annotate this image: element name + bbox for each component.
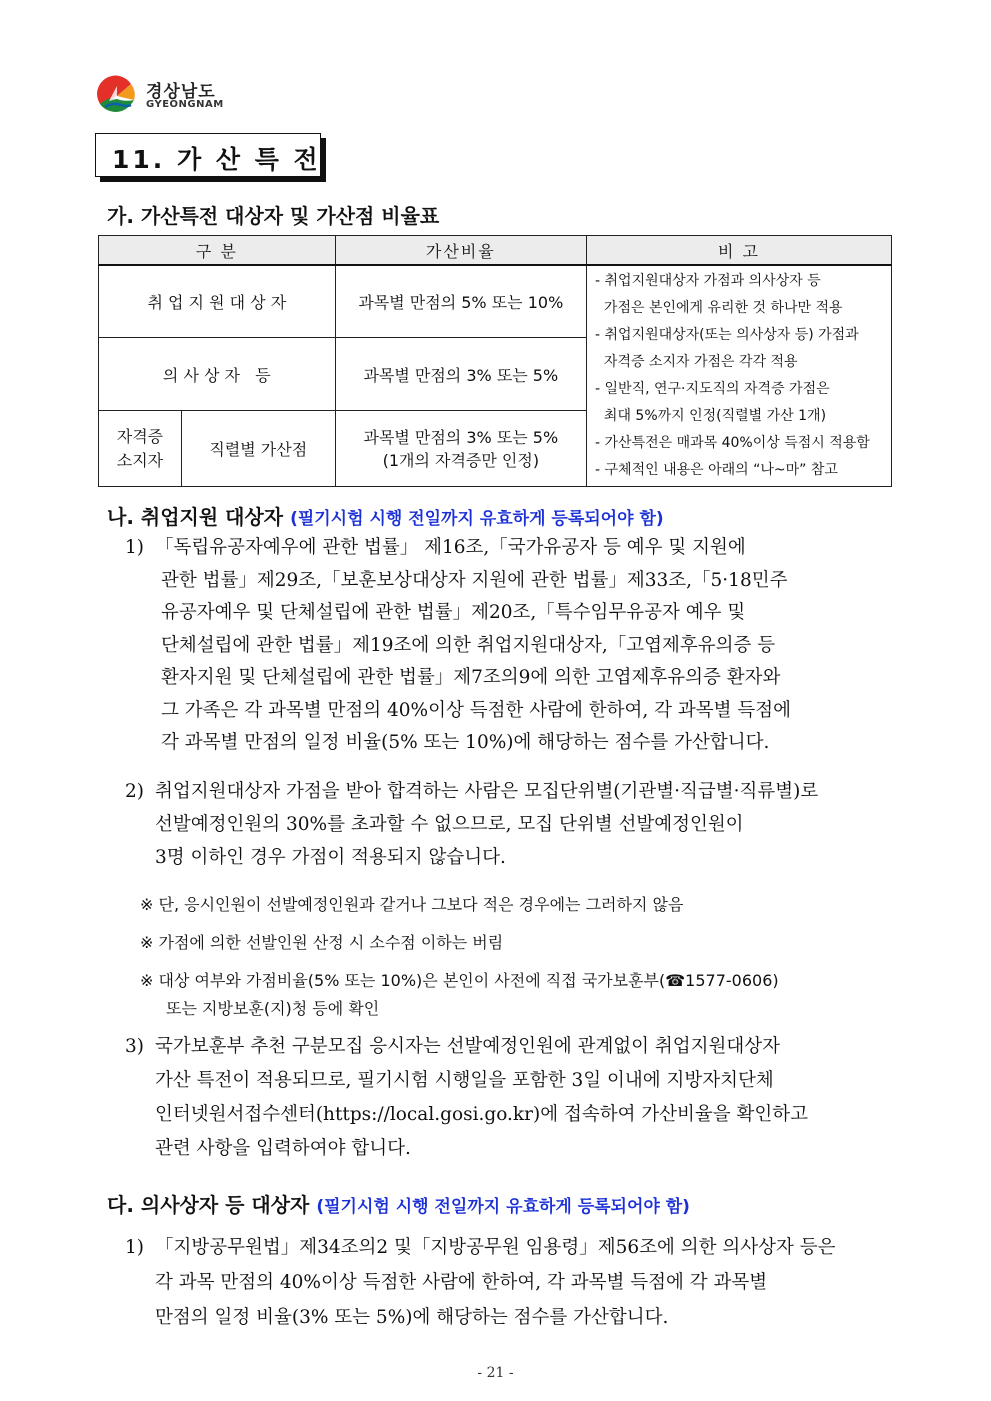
remark-line: - 취업지원대상자(또는 의사상자 등) 가점과 [595, 327, 859, 343]
text-line: 단체설립에 관한 법률」제19조에 의한 취업지원대상자,「고엽제후유의증 등 [161, 634, 776, 656]
subsection-na-note: (필기시험 시행 전일까지 유효하게 등록되어야 함) [290, 509, 664, 529]
header-rate: 가산비율 [335, 236, 586, 266]
paragraph-na-3 [125, 1030, 808, 1166]
text-line: 선발예정인원의 30%를 초과할 수 없으므로, 모집 단위별 선발예정인원이 [155, 814, 744, 835]
item-number: 1) [125, 1237, 144, 1258]
subsection-na-title [107, 501, 664, 530]
row-license-rate-line2: (1개의 자격증만 인정) [382, 450, 540, 470]
subsection-ga-title: 가. 가산특전 대상자 및 가산점 비율표 [107, 204, 440, 228]
text-line: 가산 특전이 적용되므로, 필기시험 시행일을 포함한 3일 이내에 지방자치단체 [155, 1070, 774, 1091]
text-line: 취업지원대상자 가점을 받아 합격하는 사람은 모집단위별(기관별·직급별·직류별)로 [155, 781, 819, 802]
note-line: 또는 지방보훈(지)청 등에 확인 [166, 999, 380, 1018]
text-line: 만점의 일정 비율(3% 또는 5%)에 해당하는 점수를 가산합니다. [155, 1307, 669, 1328]
remark-line: 최대 5%까지 인정(직렬별 가산 1개) [595, 408, 827, 424]
row-casualty-label: 의 사 상 자 등 [99, 338, 336, 411]
paragraph-na-2 [125, 775, 818, 874]
row-employment-label: 취 업 지 원 대 상 자 [99, 265, 336, 338]
text-line: 인터넷원서접수센터(https://local.gosi.go.kr)에 접속하여 가산비율을 확인하고 [155, 1104, 809, 1125]
remark-line: - 구체적인 내용은 아래의 “나~마” 참고 [595, 462, 838, 478]
row-casualty-rate: 과목별 만점의 3% 또는 5% [335, 338, 586, 411]
item-number: 1) [125, 537, 144, 558]
text-line: 각 과목별 만점의 일정 비율(5% 또는 10%)에 해당하는 점수를 가산합니다. [161, 732, 770, 753]
paragraph-da-1 [125, 1230, 836, 1335]
text-line: 환자지원 및 단체설립에 관한 법률」제7조의9에 의한 고엽제후유의증 환자와 [161, 667, 781, 688]
row-license-label-line1: 자격증 [116, 426, 164, 446]
note-line: ※ 대상 여부와 가점비율(5% 또는 10%)은 본인이 사전에 직접 국가보훈부(☎1577-0606) [140, 971, 779, 990]
row-license-label-line2: 소지자 [116, 450, 164, 470]
row-license-rate [335, 411, 586, 487]
section-title-box [95, 133, 321, 177]
subsection-da-heading: 다. 의사상자 등 대상자 [107, 1193, 310, 1217]
text-line: 「독립유공자예우에 관한 법률」 제16조,「국가유공자 등 예우 및 지원에 [155, 537, 746, 558]
paragraph-na-1 [125, 532, 791, 760]
remark-line: - 가산특전은 매과목 40%이상 득점시 적용함 [595, 435, 870, 451]
page-number: - 21 - [477, 1365, 514, 1381]
text-line: 유공자예우 및 단체설립에 관한 법률」제20조,「특수임무유공자 예우 및 [161, 602, 746, 623]
text-line: 「지방공무원법」제34조의2 및「지방공무원 임용령」제56조에 의한 의사상자 등은 [155, 1237, 836, 1258]
row-employment-rate: 과목별 만점의 5% 또는 10% [335, 265, 586, 338]
bonus-rate-table [98, 235, 892, 487]
gyeongnam-logo [97, 72, 237, 120]
text-line: 각 과목 만점의 40%이상 득점한 사람에 한하여, 각 과목별 득점에 각 과목별 [155, 1272, 768, 1293]
text-line: 관련 사항을 입력하여야 합니다. [155, 1138, 411, 1159]
subsection-na-heading: 나. 취업지원 대상자 [107, 505, 284, 529]
text-line: 3명 이하인 경우 가점이 적용되지 않습니다. [155, 847, 506, 868]
note-line: ※ 가점에 의한 선발인원 산정 시 소수점 이하는 버림 [140, 933, 504, 952]
text-line: 국가보훈부 추천 구분모집 응시자는 선발예정인원에 관계없이 취업지원대상자 [155, 1036, 781, 1057]
gyeongnam-emblem-icon [97, 74, 137, 114]
remarks-cell [587, 265, 892, 487]
text-line: 관한 법률」제29조,「보훈보상대상자 지원에 관한 법률」제33조,「5·18민주 [161, 569, 788, 591]
header-remarks: 비 고 [587, 236, 892, 266]
item-number: 2) [125, 781, 144, 802]
section-title: 11. 가 산 특 전 [112, 145, 321, 174]
item-number: 3) [125, 1036, 144, 1057]
remark-line: - 일반직, 연구·지도직의 자격증 가점은 [595, 381, 830, 397]
note-line: ※ 단, 응시인원이 선발예정인원과 같거나 그보다 적은 경우에는 그러하지 않음 [140, 895, 684, 914]
table-header-row [99, 236, 892, 266]
remark-line: 자격증 소지자 가점은 각각 적용 [595, 354, 798, 370]
row-license-rate-line1: 과목별 만점의 3% 또는 5% [363, 427, 559, 447]
logo-korean-text: 경상남도 [146, 82, 216, 102]
row-license-label [99, 411, 182, 487]
remark-line: - 취업지원대상자 가점과 의사상자 등 [595, 273, 821, 289]
text-line: 그 가족은 각 과목별 만점의 40%이상 득점한 사람에 한하여, 각 과목별 득점에 [161, 699, 791, 721]
subsection-da-note: (필기시험 시행 전일까지 유효하게 등록되어야 함) [316, 1197, 690, 1217]
header-category: 구 분 [99, 236, 336, 266]
logo-english-text: GYEONGNAM [146, 99, 224, 110]
table-row [99, 265, 892, 338]
row-license-sub-label: 직렬별 가산점 [181, 411, 335, 487]
subsection-da-title [107, 1189, 690, 1218]
remark-line: 가점은 본인에게 유리한 것 하나만 적용 [595, 300, 843, 316]
